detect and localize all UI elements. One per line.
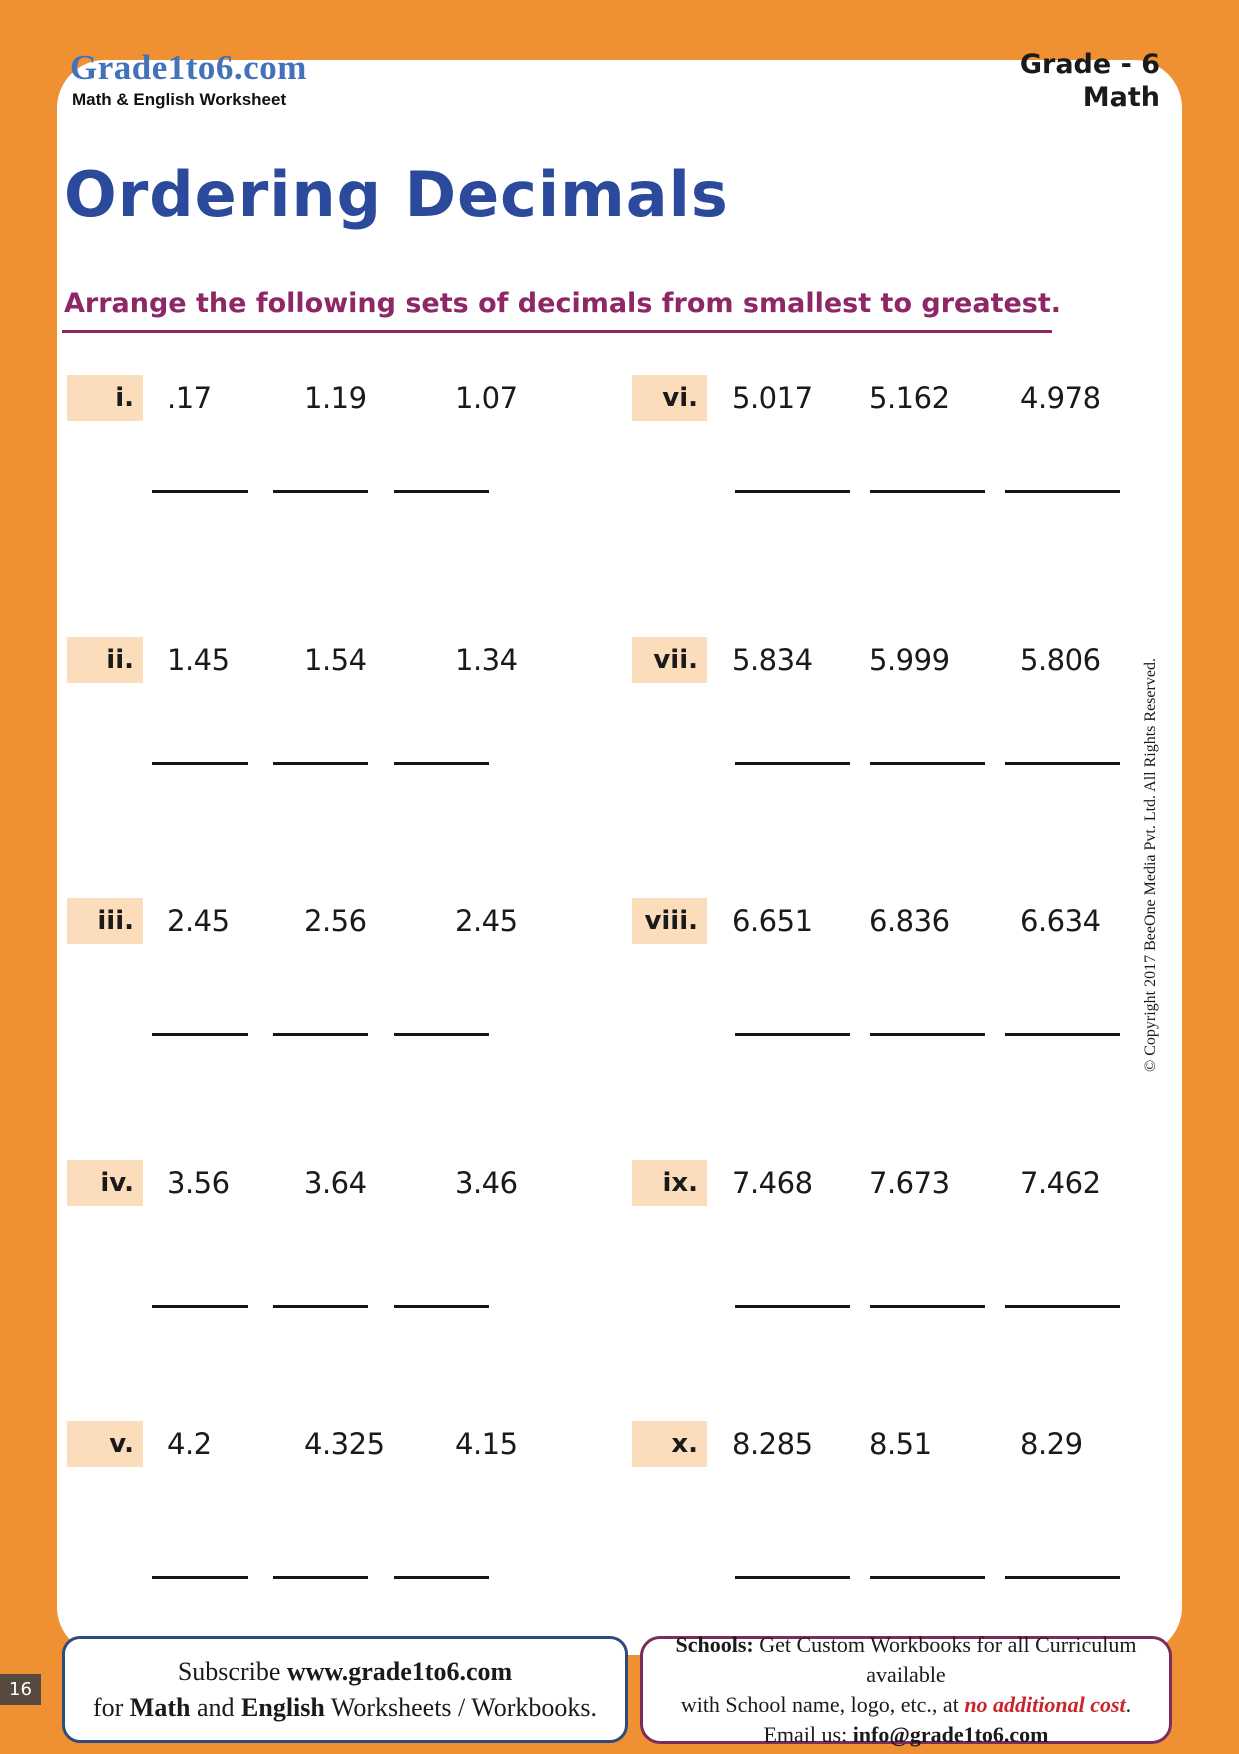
worksheet-title: Ordering Decimals (64, 158, 729, 231)
subscribe-line1: Subscribe www.grade1to6.com (177, 1656, 513, 1686)
decimal-value: 8.51 (869, 1427, 932, 1461)
decimal-value: 1.45 (167, 642, 230, 677)
subject-label: Math (1082, 82, 1160, 113)
decimal-value: 5.999 (869, 642, 950, 677)
answer-blank[interactable] (735, 762, 850, 765)
answer-blank[interactable] (870, 1033, 985, 1036)
decimal-value: 1.34 (455, 642, 518, 677)
answer-blank[interactable] (273, 1033, 368, 1036)
answer-blank[interactable] (735, 1033, 850, 1036)
problem-label-ii: ii. (67, 637, 143, 683)
problem-label-vii: vii. (632, 637, 707, 683)
site-logo: Grade1to6.com (70, 48, 307, 87)
decimal-value: 5.162 (869, 381, 950, 415)
answer-blank[interactable] (870, 1576, 985, 1579)
answer-blank[interactable] (394, 1576, 489, 1579)
subscribe-footer-box (62, 1636, 628, 1743)
schools-line3: Email us: info@grade1to6.com (763, 1722, 1049, 1747)
page-number: 16 (9, 1679, 32, 1700)
subscribe-line2: for Math and English Worksheets / Workbooks. (92, 1692, 598, 1722)
decimal-value: 8.29 (1020, 1427, 1083, 1461)
answer-blank[interactable] (273, 762, 368, 765)
decimal-value: 1.54 (304, 642, 367, 677)
answer-blank[interactable] (152, 490, 248, 493)
decimal-value: 2.45 (167, 904, 230, 938)
decimal-value: .17 (167, 381, 212, 415)
decimal-value: 5.834 (732, 642, 813, 677)
decimal-value: 4.15 (455, 1427, 518, 1461)
decimal-value: 2.45 (455, 904, 518, 938)
answer-blank[interactable] (735, 1305, 850, 1308)
answer-blank[interactable] (735, 1576, 850, 1579)
problem-label-iv: iv. (67, 1160, 143, 1206)
answer-blank[interactable] (152, 762, 248, 765)
problem-label-viii: viii. (632, 898, 707, 944)
answer-blank[interactable] (394, 762, 489, 765)
answer-blank[interactable] (394, 1033, 489, 1036)
decimal-value: 3.64 (304, 1165, 367, 1200)
decimal-value: 7.673 (869, 1165, 950, 1200)
answer-blank[interactable] (152, 1305, 248, 1308)
decimal-value: 7.468 (732, 1165, 813, 1200)
answer-blank[interactable] (870, 490, 985, 493)
instruction-underline (62, 330, 1052, 333)
answer-blank[interactable] (394, 1305, 489, 1308)
decimal-value: 6.836 (869, 904, 950, 938)
answer-blank[interactable] (735, 490, 850, 493)
answer-blank[interactable] (1005, 490, 1120, 493)
answer-blank[interactable] (1005, 762, 1120, 765)
decimal-value: 6.651 (732, 904, 813, 938)
schools-footer-box (640, 1632, 1172, 1747)
decimal-value: 1.19 (304, 381, 367, 415)
answer-blank[interactable] (1005, 1033, 1120, 1036)
problem-label-i: i. (67, 375, 143, 421)
schools-line1: Schools: Get Custom Workbooks for all Curriculum available (675, 1632, 1137, 1687)
answer-blank[interactable] (273, 1576, 368, 1579)
no-additional-cost-highlight: no additional cost (964, 1692, 1126, 1717)
answer-blank[interactable] (1005, 1305, 1120, 1308)
decimal-value: 3.46 (455, 1165, 518, 1200)
problem-label-x: x. (632, 1421, 707, 1467)
problem-label-vi: vi. (632, 375, 707, 421)
decimal-value: 3.56 (167, 1165, 230, 1200)
contact-email[interactable]: info@grade1to6.com (852, 1722, 1049, 1747)
answer-blank[interactable] (152, 1576, 248, 1579)
answer-blank[interactable] (394, 490, 489, 493)
page-number-badge (0, 1674, 41, 1705)
problem-label-ix: ix. (632, 1160, 707, 1206)
problem-label-iii: iii. (67, 898, 143, 944)
schools-line2: with School name, logo, etc., at no additional cost. (680, 1692, 1132, 1717)
answer-blank[interactable] (152, 1033, 248, 1036)
answer-blank[interactable] (870, 1305, 985, 1308)
answer-blank[interactable] (1005, 1576, 1120, 1579)
problem-label-v: v. (67, 1421, 143, 1467)
answer-blank[interactable] (870, 762, 985, 765)
grade-label: Grade - 6 (1019, 49, 1160, 80)
decimal-value: 1.07 (455, 381, 518, 415)
decimal-value: 6.634 (1020, 904, 1101, 938)
site-tagline: Math & English Worksheet (72, 90, 287, 109)
decimal-value: 7.462 (1020, 1165, 1101, 1200)
decimal-value: 4.2 (167, 1427, 212, 1461)
decimal-value: 5.806 (1020, 642, 1101, 677)
answer-blank[interactable] (273, 490, 368, 493)
decimal-value: 5.017 (732, 381, 813, 415)
decimal-value: 4.325 (304, 1427, 385, 1461)
copyright-vertical-text: © Copyright 2017 BeeOne Media Pvt. Ltd. All Rights Reserved. (1142, 658, 1159, 1072)
subscribe-url[interactable]: www.grade1to6.com (286, 1656, 513, 1686)
decimal-value: 4.978 (1020, 381, 1101, 415)
instruction-text: Arrange the following sets of decimals from smallest to greatest. (64, 288, 1062, 319)
grade-subject-block (1020, 48, 1160, 114)
decimal-value: 2.56 (304, 904, 367, 938)
decimal-value: 8.285 (732, 1427, 813, 1461)
answer-blank[interactable] (273, 1305, 368, 1308)
